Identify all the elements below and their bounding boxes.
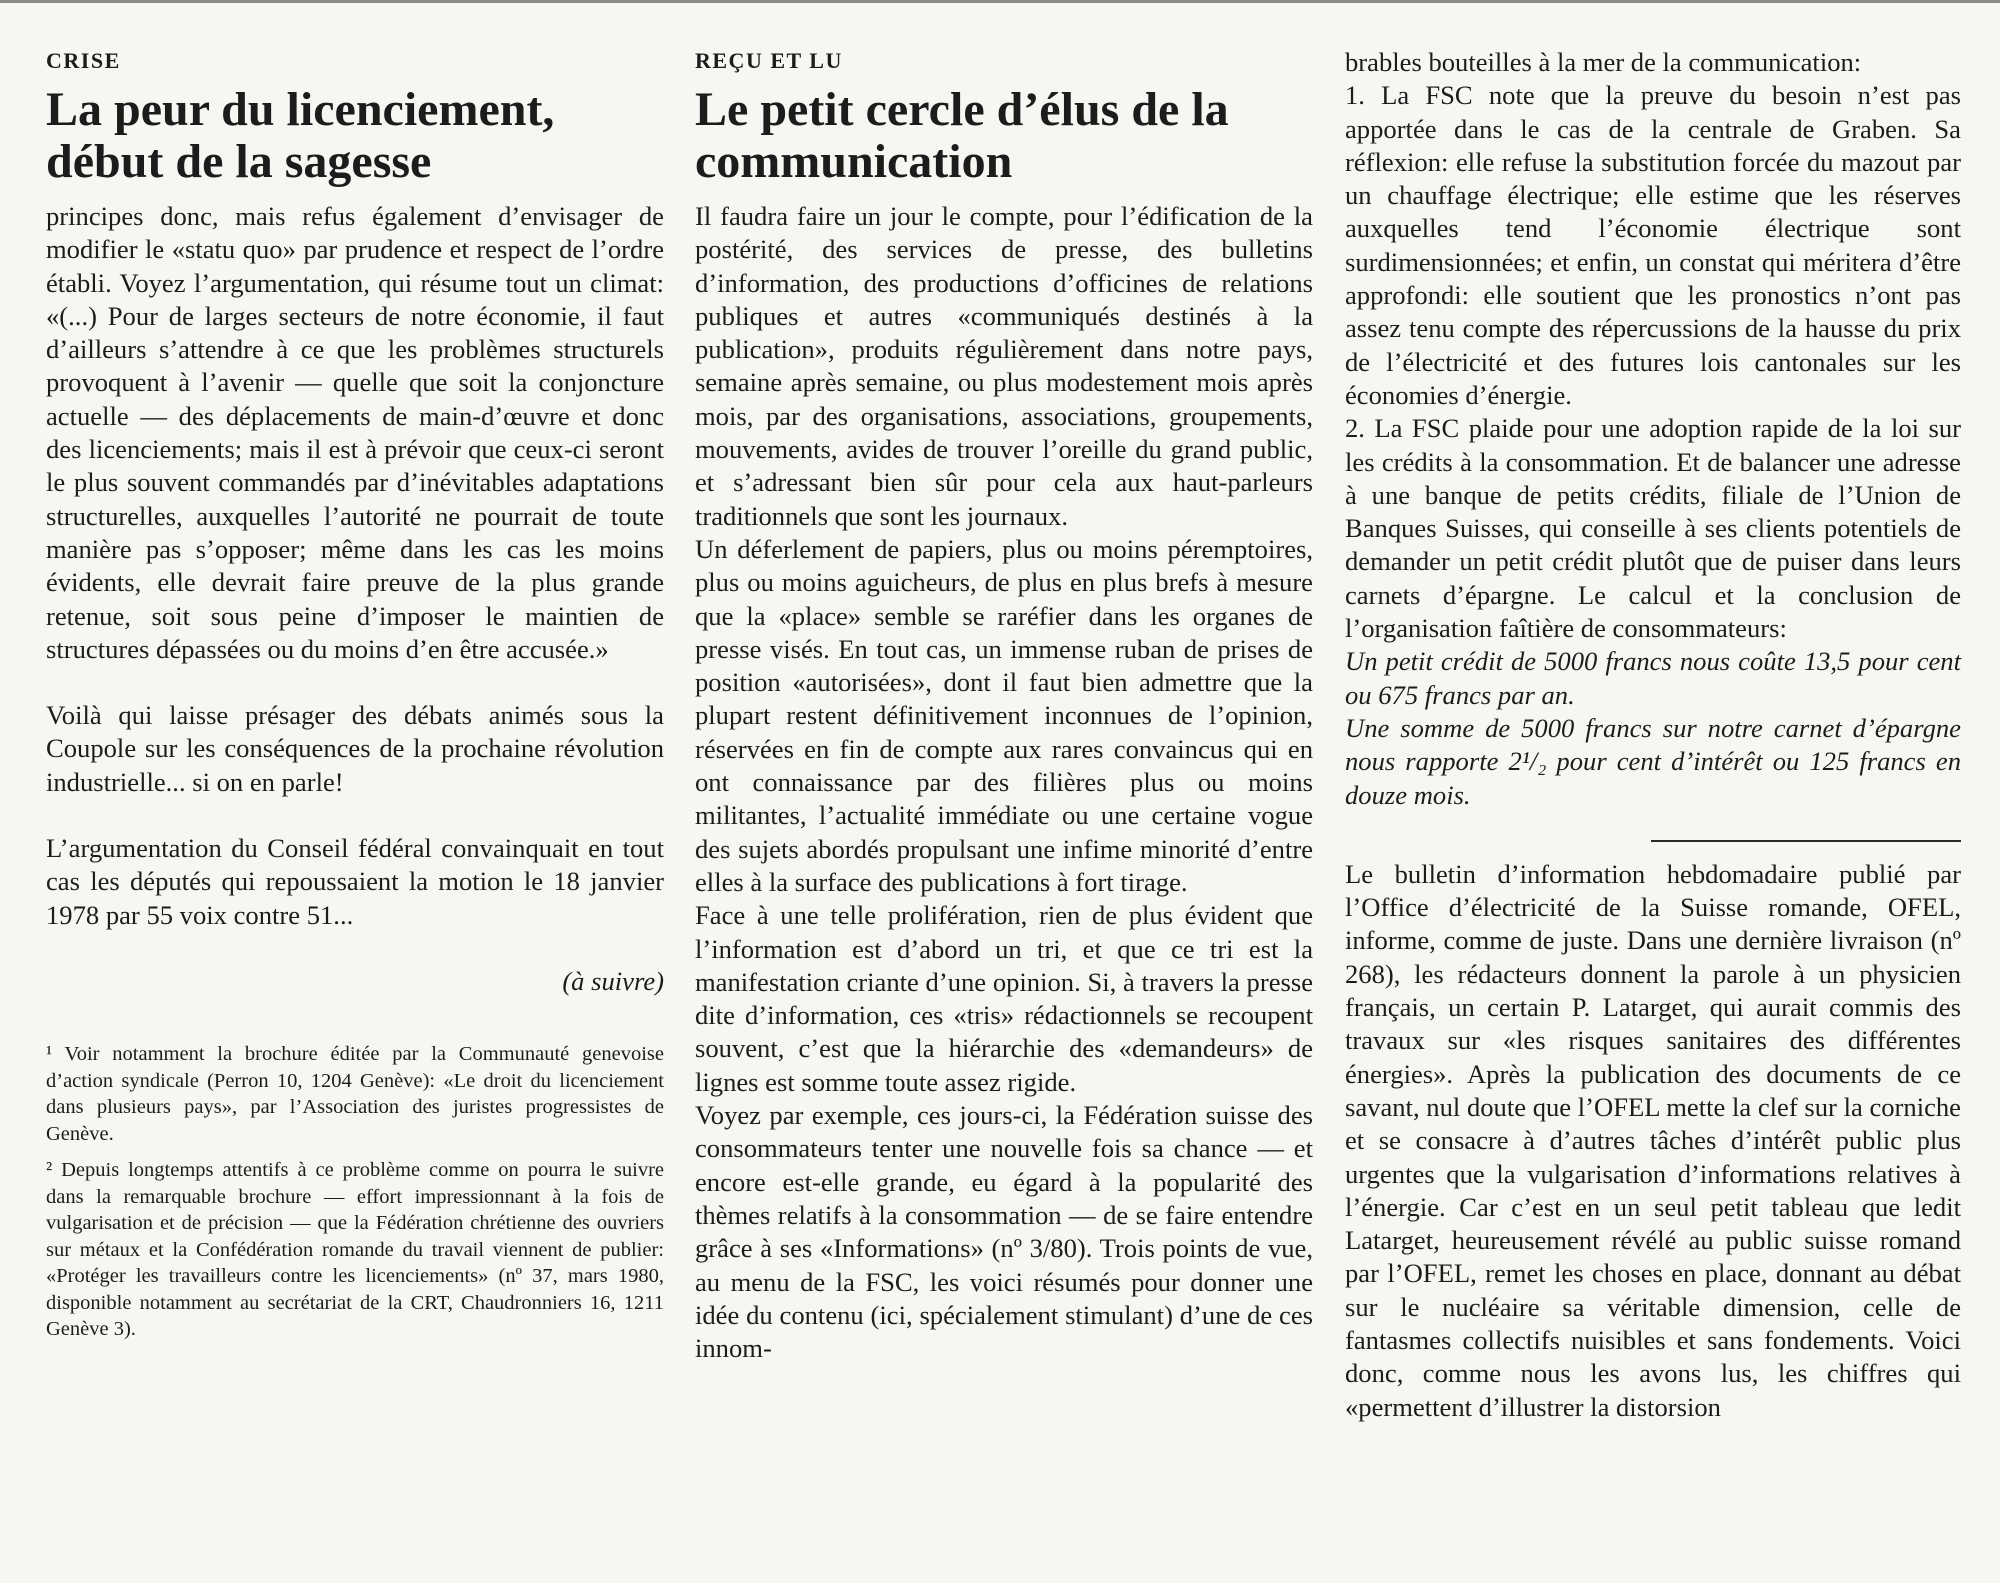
article-paragraph: Le bulletin d’information hebdomadaire publié par l’Office d’électricité de la Suisse romande, OFEL, informe, comme de juste. Dans une dernière livraison (nº 268), les rédacteurs donnent la parole à un physicien français, un certain P. Latarget, qui aurait commis des travaux sur «les risques sanitaires des différentes énergies». Après la publication des documents de ce savant, nul doute que l’OFEL mette la clef sur la corniche et se consacre à d’autres tâches d’intérêt public plus urgentes que la vulgarisation d’informations relatives à l’énergie. Car c’est en un seul petit tableau que ledit Latarget, heureusement révélé au public suisse romand par l’OFEL, remet les choses en place, donnant au débat sur le nucléaire sa véritable dimension, celle de fantasmes collectifs nuisibles et sans fondements. Voici donc, comme nous les avons lus, les chiffres qui «permettent d’illustrer la distorsion xyxy=(1345,858,1961,1422)
column-left xyxy=(46,46,664,1343)
article-paragraph: Face à une telle prolifération, rien de plus évident que l’information est d’abord un tri, et que ce tri est la manifestation criante d’une opinion. Si, à travers la presse dite d’information, ces «tris» rédactionnels se recoupent souvent, c’est que la hiérarchie des «demandeurs» de lignes est somme toute assez rigide. xyxy=(695,900,1313,1097)
section-divider xyxy=(1651,840,1961,842)
article-paragraph: Un déferlement de papiers, plus ou moins péremptoires, plus ou moins aguicheurs, de plus en plus brefs à mesure que la «place» semble se raréfier dans les organes de presse visés. En tout cas, un immense ruban de prises de position «autorisées», dont il faut bien admettre que la plupart restent définitivement inconnues de l’opinion, réservées en fin de compte aux rares convaincus qui en ont connaissance par des filières plus ou moins militantes, l’actualité immédiate ou une certaine vogue des sujets abordés propulsant une infime minorité d’entre elles à la surface des publications à fort tirage. xyxy=(695,533,1313,897)
page-top-border xyxy=(0,0,2000,3)
article-paragraph: 2. La FSC plaide pour une adoption rapide de la loi sur les crédits à la consommation. Et de balancer une adresse à une banque de petits crédits, filiale de l’Union de Banques Suisses, qui conseille à ses clients potentiels de demander un petit crédit plutôt que de puiser dans leurs carnets d’épargne. Le calcul et la conclusion de l’organisation faîtière de consommateurs: xyxy=(1345,413,1961,644)
article-paragraph: Il faudra faire un jour le compte, pour l’édification de la postérité, des services de presse, des bulletins d’information, des productions d’officines de relations publiques et autres «communiqués destinés à la publication», produits régulièrement dans notre pays, semaine après semaine, ou plus modestement mois après mois, par des organisations, associations, groupements, mouvements, avides de trouver l’oreille du grand public, et s’adressant bien sûr pour cela aux haut-parleurs traditionnels que sont les journaux. xyxy=(695,201,1313,531)
article-paragraph: L’argumentation du Conseil fédéral convainquait en tout cas les députés qui repoussaient la motion le 18 janvier 1978 par 55 voix contre 51... xyxy=(46,833,664,930)
article-headline-communication: Le petit cercle d’élus de la communication xyxy=(695,83,1229,188)
quote-italic-epargne: Une somme de 5000 francs sur notre carnet d’épargne nous rapporte 2¹/₂ pour cent d’intérêt ou 125 francs en douze mois. xyxy=(1345,712,1961,810)
footnote-2: ² Depuis longtemps attentifs à ce problème comme on pourra le suivre dans la remarquable brochure — effort impressionnant à la fois de vulgarisation et de précision — que la Fédération chrétienne des ouvriers sur métaux et la Confédération romande du travail viennent de publier: «Protéger les travailleurs contre les licenciements» (nº 37, mars 1980, disponible notamment au secrétariat de la CRT, Chaudronniers 16, 1211 Genève 3). xyxy=(46,1159,664,1341)
to-be-continued: (à suivre) xyxy=(562,965,664,996)
quote-italic-credit: Un petit crédit de 5000 francs nous coûte 13,5 pour cent ou 675 francs par an. xyxy=(1345,646,1961,710)
article-paragraph: 1. La FSC note que la preuve du besoin n’est pas apportée dans le cas de la centrale de Graben. Sa réflexion: elle refuse la substitution forcée du mazout par un chauffage électrique; elle estime que les réserves auxquelles tend l’économie électrique sont surdimensionnées; et enfin, un constat qui méritera d’être approfondi: elle soutient que les pronostics n’ont pas assez tenu compte des répercussions de la hausse du prix de l’électricité et des futures lois cantonales sur les économies d’énergie. xyxy=(1345,80,1961,410)
column-middle xyxy=(695,46,1313,1365)
footnotes xyxy=(46,1041,664,1343)
article-paragraph: principes donc, mais refus également d’envisager de modifier le «statu quo» par prudence et respect de l’ordre établi. Voyez l’argumentation, qui résume tout un climat: «(...) Pour de larges secteurs de notre économie, il faut d’ailleurs s’attendre à ce que les problèmes structurels provoquent à l’avenir — quelle que soit la conjoncture actuelle — des déplacements de main-d’œuvre et donc des licenciements; mais il est à prévoir que ceux-ci seront le plus souvent commandés par d’inévitables adaptations structurelles, auxquelles l’autorité ne pourrait de toute manière pas s’opposer; même dans les cas les moins évidents, elle devrait faire preuve de la plus grande retenue, soit sous peine d’imposer le maintien de structures dépassées ou du moins d’en être accusée.» xyxy=(46,201,664,664)
article-paragraph: brables bouteilles à la mer de la communication: xyxy=(1345,47,1862,77)
article-headline-licenciement: La peur du licenciement, début de la sagesse xyxy=(46,83,555,188)
article-paragraph: Voyez par exemple, ces jours-ci, la Fédération suisse des consommateurs tenter une nouvelle fois sa chance — et encore est-elle grande, eu égard à la popularité des thèmes relatifs à la consommation — de se faire entendre grâce à ses «Informations» (nº 3/80). Trois points de vue, au menu de la FSC, les voici résumés pour donner une idée du contenu (ici, spécialement stimulant) d’une de ces innom- xyxy=(695,1100,1313,1364)
column-right xyxy=(1345,46,1961,1424)
footnote-1: ¹ Voir notamment la brochure éditée par la Communauté genevoise d’action syndicale (Perron 10, 1204 Genève): «Le droit du licenciement dans plusieurs pays», par l’Association des juristes progressistes de Genève. xyxy=(46,1043,664,1145)
section-kicker-crise: CRISE xyxy=(46,48,121,73)
article-paragraph: Voilà qui laisse présager des débats animés sous la Coupole sur les conséquences de la prochaine révolution industrielle... si on en parle! xyxy=(46,700,664,797)
section-kicker-recu-et-lu: REÇU ET LU xyxy=(695,48,843,73)
